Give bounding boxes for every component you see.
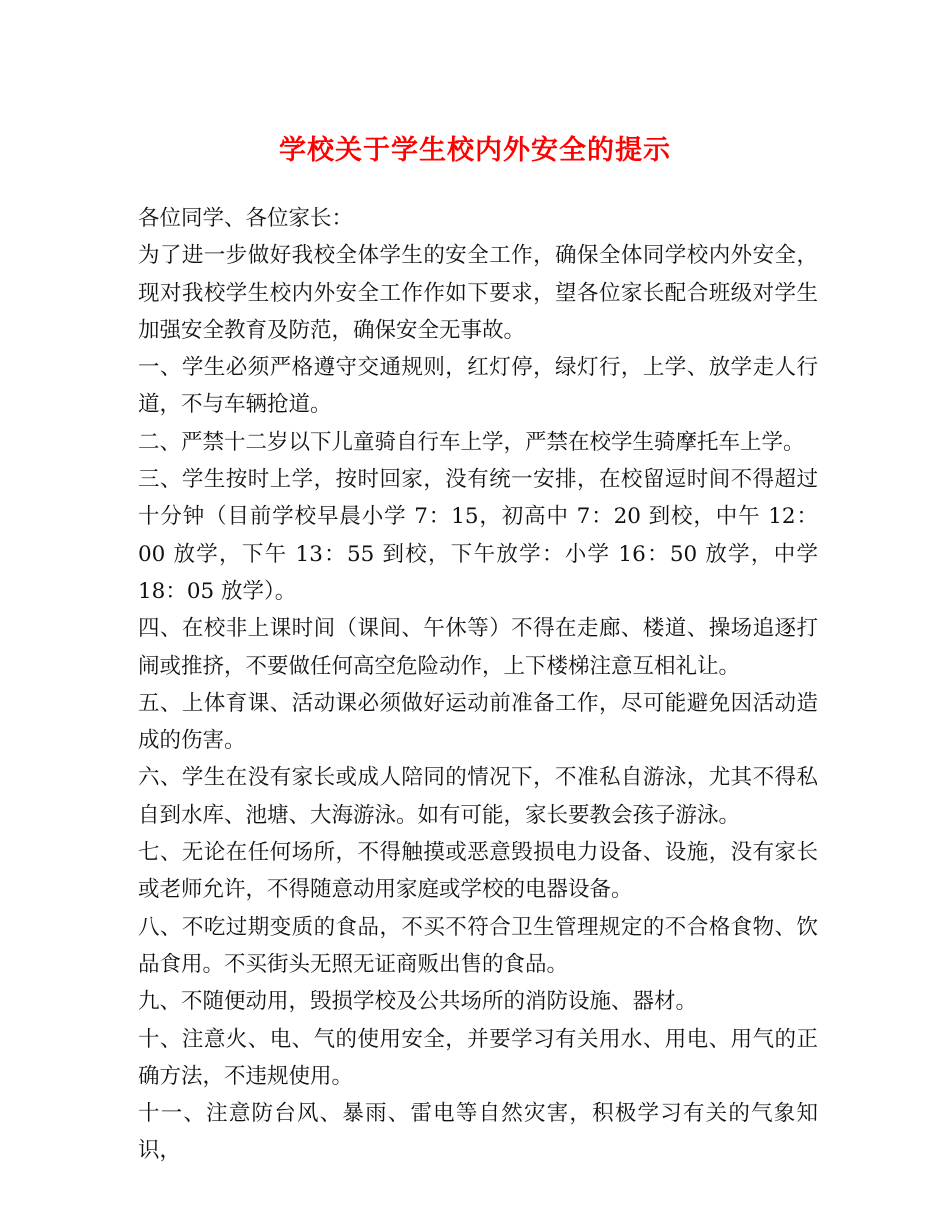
document-body xyxy=(138,200,818,1170)
paragraph-item-10: 十、注意火、电、气的使用安全，并要学习有关用水、用电、用气的正确方法，不违规使用。 xyxy=(138,1026,818,1089)
paragraph-item-9: 九、不随便动用，毁损学校及公共场所的消防设施、器材。 xyxy=(138,989,698,1015)
paragraph-item-7: 七、无论在任何场所，不得触摸或恶意毁损电力设备、设施，没有家长或老师允许，不得随意动用家庭或学校的电器设备。 xyxy=(138,840,818,903)
paragraph-item-4: 四、在校非上课时间（课间、午休等）不得在走廊、楼道、操场追逐打闹或推挤，不要做任何高空危险动作，上下楼梯注意互相礼让。 xyxy=(138,616,818,679)
paragraph-item-1: 一、学生必须严格遵守交通规则，红灯停，绿灯行，上学、放学走人行道，不与车辆抢道。 xyxy=(138,355,818,418)
paragraph-item-5: 五、上体育课、活动课必须做好运动前准备工作，尽可能避免因活动造成的伤害。 xyxy=(138,690,818,754)
paragraph-intro: 为了进一步做好我校全体学生的安全工作，确保全体同学校内外安全，现对我校学生校内外安全工作作如下要求，望各位家长配合班级对学生加强安全教育及防范，确保安全无事故。 xyxy=(138,243,818,343)
greeting: 各位同学、各位家长： xyxy=(138,206,354,231)
paragraph-item-2: 二、严禁十二岁以下儿童骑自行车上学，严禁在校学生骑摩托车上学。 xyxy=(138,429,805,455)
paragraph-item-8: 八、不吃过期变质的食品，不买不符合卫生管理规定的不合格食物、饮品食用。不买街头无照无证商贩出售的食品。 xyxy=(138,914,818,977)
paragraph-item-3: 三、学生按时上学，按时回家，没有统一安排，在校留逗时间不得超过十分钟（目前学校早晨小学 7：15，初高中 7：20 到校，中午 12：00 放学，下午 13：55 到校，下午放学：小学 16：50 放学，中学 18：05 放学）。 xyxy=(138,467,818,604)
paragraph-item-6: 六、学生在没有家长或成人陪同的情况下，不准私自游泳，尤其不得私自到水库、池塘、大海游泳。如有可能，家长要教会孩子游泳。 xyxy=(138,765,818,828)
paragraph-item-11: 十一、注意防台风、暴雨、雷电等自然灾害，积极学习有关的气象知识， xyxy=(138,1101,818,1164)
page-title: 学校关于学生校内外安全的提示 xyxy=(279,135,671,166)
